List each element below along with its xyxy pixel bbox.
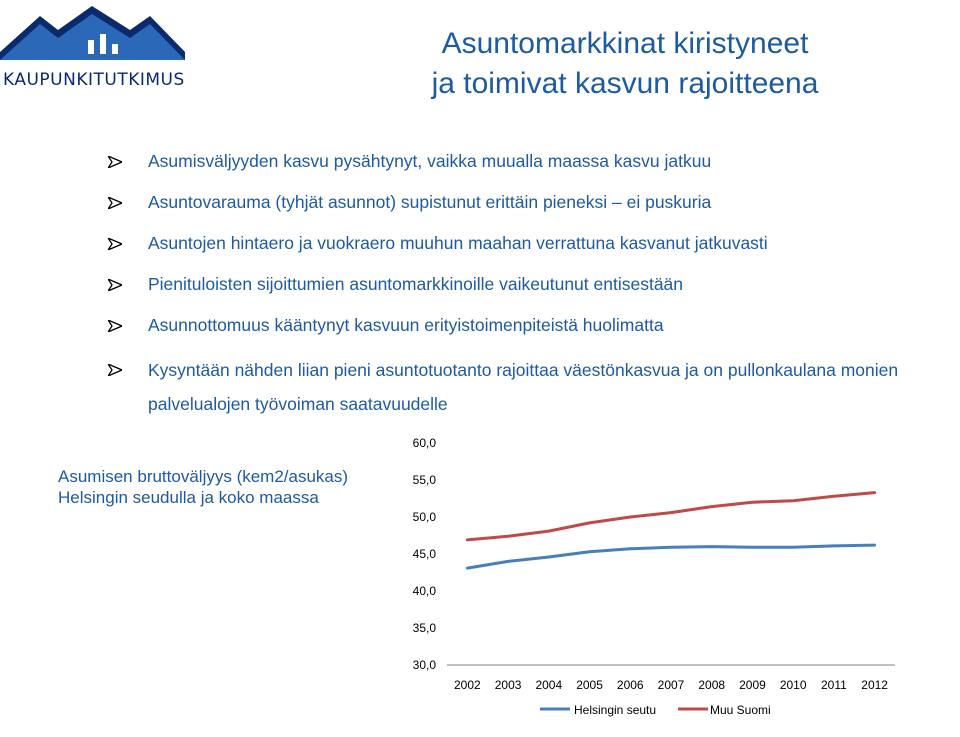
legend-label: Muu Suomi (710, 703, 771, 717)
x-tick-label: 2009 (739, 678, 766, 692)
y-tick-label: 60,0 (412, 436, 436, 450)
bullet-text: Asuntovarauma (tyhjät asunnot) supistunut erittäin pieneksi – ei puskuria (148, 192, 712, 212)
x-tick-label: 2006 (616, 678, 644, 692)
x-tick-label: 2010 (779, 678, 807, 692)
y-tick-label: 55,0 (412, 473, 436, 487)
x-tick-label: 2007 (657, 678, 685, 692)
series-line-1 (467, 493, 874, 540)
bullet-text: Kysyntään nähden liian pieni asuntotuotanto rajoittaa väestönkasvua ja on pullonkaulana monien palvelualojen työvoiman saatavuudelle (148, 360, 899, 414)
x-tick-label: 2012 (861, 678, 888, 692)
chart-side-label-line-1: Asumisen bruttoväljyys (kem2/asukas) (58, 467, 349, 486)
bullet-text: Asuntojen hintaero ja vuokraero muuhun maahan verrattuna kasvanut jatkuvasti (148, 233, 768, 253)
x-tick-label: 2004 (535, 678, 563, 692)
bullet-text: Pienituloisten sijoittumien asuntomarkkinoille vaikeutunut entisestään (148, 274, 684, 294)
logo-text: KAUPUNKITUTKIMUS (3, 70, 185, 90)
y-tick-label: 45,0 (412, 547, 436, 561)
page-title-line-1: Asuntomarkkinat kiristyneet (441, 27, 809, 60)
y-tick-label: 40,0 (412, 584, 436, 598)
series-line-0 (467, 545, 874, 568)
bullet-text: Asunnottomuus kääntynyt kasvuun erityistoimenpiteistä huolimatta (148, 315, 664, 335)
y-tick-label: 50,0 (412, 510, 436, 524)
y-tick-label: 35,0 (412, 621, 436, 635)
x-tick-label: 2005 (576, 678, 603, 692)
x-tick-label: 2011 (821, 678, 847, 692)
x-tick-label: 2008 (698, 678, 726, 692)
x-tick-label: 2002 (454, 678, 481, 692)
bullet-text: Asumisväljyyden kasvu pysähtynyt, vaikka muualla maassa kasvu jatkuu (148, 151, 712, 171)
x-tick-label: 2003 (494, 678, 522, 692)
chart-side-label-line-2: Helsingin seudulla ja koko maassa (58, 488, 319, 507)
page-title-line-2: ja toimivat kasvun rajoitteena (431, 67, 819, 100)
y-tick-label: 30,0 (412, 658, 436, 672)
legend-label: Helsingin seutu (574, 703, 657, 717)
